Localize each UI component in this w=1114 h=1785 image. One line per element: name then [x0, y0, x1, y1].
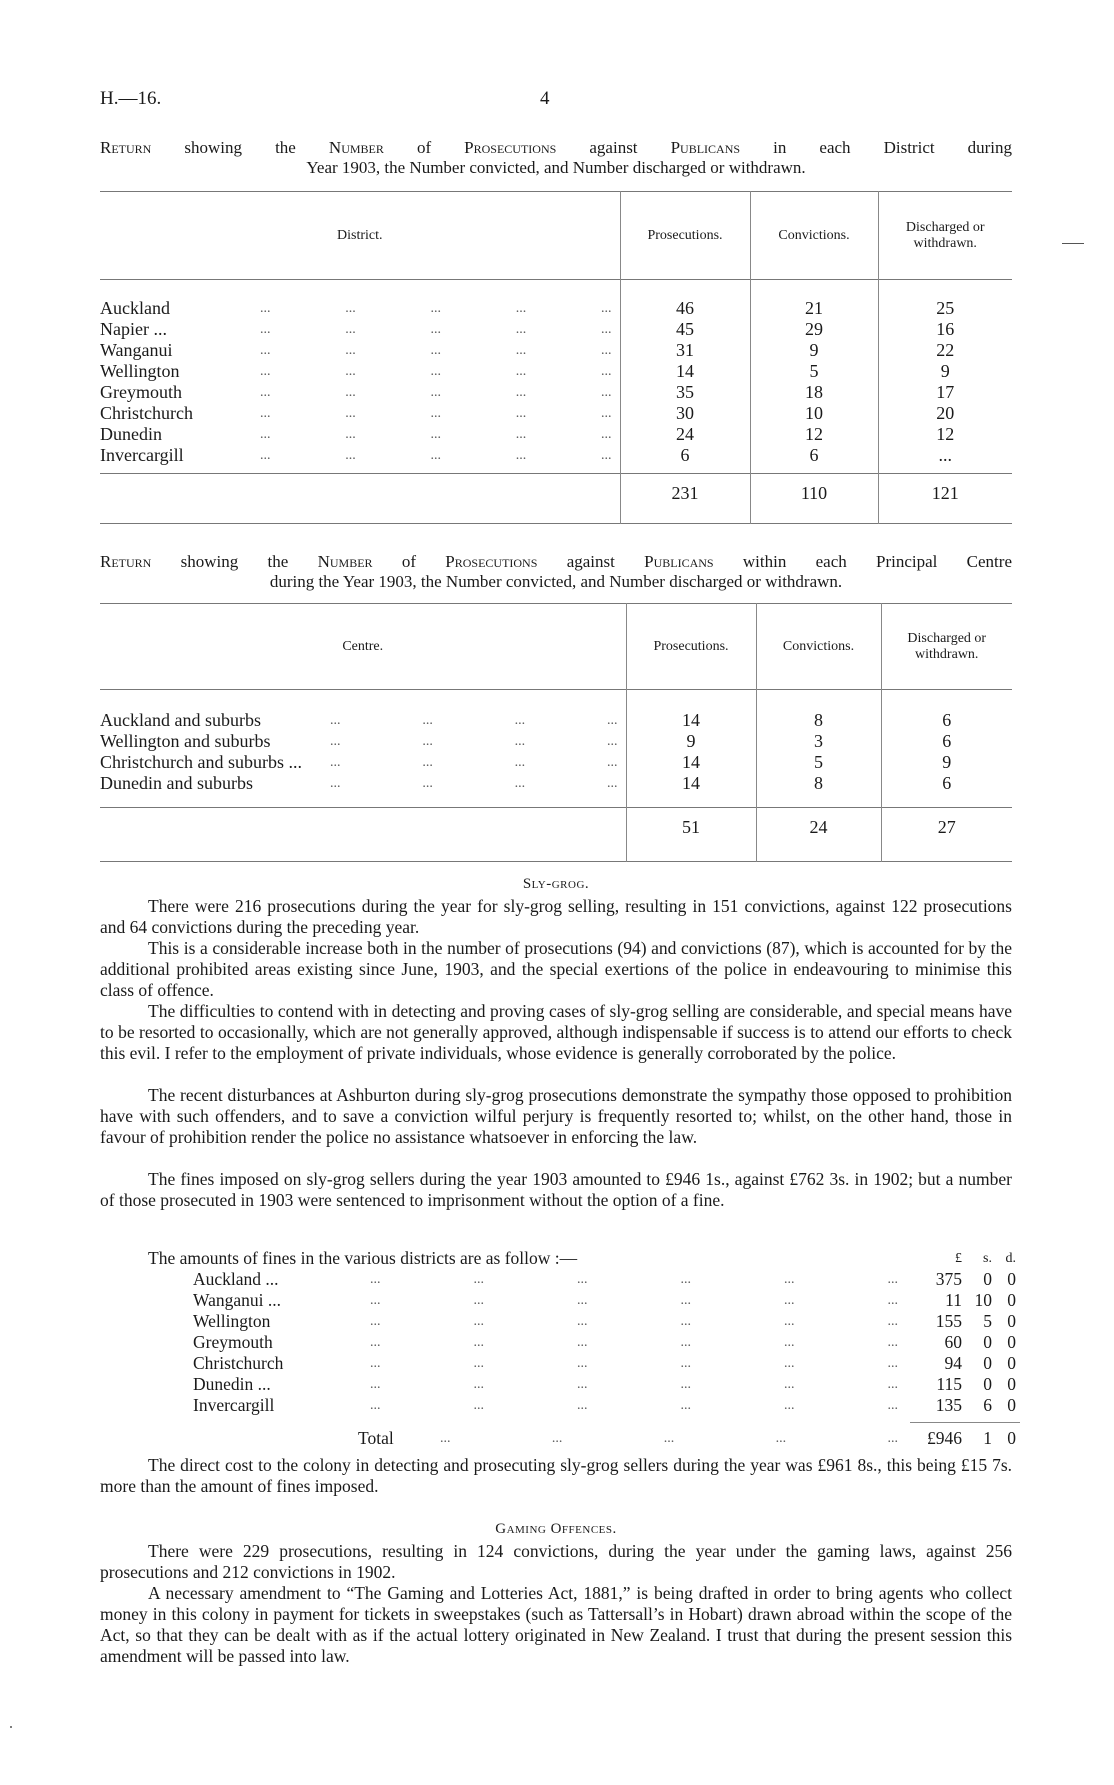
fine-district: Auckland ... [193, 1269, 279, 1289]
table-row [100, 445, 1012, 466]
fine-row [100, 1269, 1016, 1290]
leader-dots: ... ... ... ... ... ... [370, 1356, 898, 1371]
row-name: Dunedin [100, 423, 162, 444]
cell-convictions: 12 [750, 424, 878, 445]
table-row [100, 710, 1012, 731]
fine-district: Dunedin ... [193, 1374, 271, 1394]
leader-dots: ... ... ... ... ... [260, 426, 612, 442]
shillings-header: s. [983, 1251, 992, 1266]
margin-mark [1062, 243, 1084, 244]
paragraph-text: A necessary amendment to “The Gaming and Lotteries Act, 1881,” is being drafted in order to bring agents who collect money in this colony in payment for tickets in sweepstakes (such as Tattersall’s in Hobart) drawn abroad within the scope of the Act, so that they can be dealt with as if the actual lottery originated in New Zealand. I trust that during the present session this amendment will be passed into law. [100, 1583, 1012, 1666]
column-header-prosecutions: Prosecutions. [626, 604, 756, 690]
caption-word: Number [317, 552, 373, 571]
leader-dots: ... ... ... ... ... [260, 384, 612, 400]
total-convictions: 110 [750, 474, 878, 514]
row-name: Greymouth [100, 381, 182, 402]
document-reference: H.—16. [100, 88, 162, 109]
table-row [100, 340, 1012, 361]
fine-shillings: 10 [974, 1290, 992, 1310]
table-row [100, 298, 1012, 319]
fine-district: Wanganui ... [193, 1290, 282, 1310]
gaming-paragraph-1 [100, 1541, 1012, 1583]
leader-dots: ... ... ... ... ... [260, 342, 612, 358]
column-header-convictions: Convictions. [750, 192, 878, 280]
cell-prosecutions: 31 [620, 340, 750, 361]
row-name: Christchurch and suburbs ... [100, 751, 302, 772]
leader-dots: ... ... ... ... ... [260, 363, 612, 379]
row-label-cell [100, 340, 620, 361]
cell-convictions: 18 [750, 382, 878, 403]
table-header-row [100, 604, 1012, 690]
table1-caption-line1 [100, 138, 1012, 158]
row-name: Invercargill [100, 444, 184, 465]
leader-dots: ... ... ... ... ... ... [370, 1272, 898, 1287]
column-header-discharged: Discharged or withdrawn. [881, 604, 1012, 690]
caption-word: within each Principal Centre [742, 552, 1012, 571]
cell-prosecutions: 14 [626, 710, 756, 731]
leader-dots: ... ... ... ... [330, 733, 618, 749]
cell-prosecutions: 9 [626, 731, 756, 752]
pence-header: d. [1005, 1251, 1016, 1266]
column-header-convictions: Convictions. [756, 604, 881, 690]
sly-grog-heading: Sly-grog. [522, 876, 590, 892]
paragraph-text: The fines imposed on sly-grog sellers during the year 1903 amounted to £946 1s., against £762 3s. in 1902; but a number of those prosecuted in 1903 were sentenced to imprisonment without the option of a fine. [100, 1169, 1012, 1210]
total-discharged: 27 [881, 808, 1012, 848]
cell-prosecutions: 14 [626, 773, 756, 794]
fines-by-district [100, 1248, 1016, 1449]
total-convictions: 24 [756, 808, 881, 848]
cell-convictions: 5 [750, 361, 878, 382]
fine-pence: 0 [1007, 1290, 1016, 1310]
fine-pence: 0 [1007, 1353, 1016, 1373]
caption-word: Prosecutions [445, 552, 538, 571]
caption-word: Publicans [670, 138, 741, 157]
cell-prosecutions: 14 [626, 752, 756, 773]
cell-discharged: 9 [878, 361, 1012, 382]
leader-dots: ... ... ... ... ... [260, 447, 612, 463]
caption-word: of [401, 552, 416, 571]
fine-district: Greymouth [193, 1332, 273, 1352]
caption-word: of [416, 138, 432, 157]
caption-word: showing the [184, 138, 296, 157]
leader-dots: ... ... ... ... ... ... [370, 1377, 898, 1392]
leader-dots: ... ... ... ... ... [440, 1431, 898, 1446]
fine-pounds: 375 [935, 1269, 962, 1289]
cell-convictions: 8 [756, 773, 881, 794]
table2-caption [100, 552, 1012, 592]
gaming-offences-heading: Gaming Offences. [495, 1521, 617, 1537]
fine-shillings: 0 [983, 1374, 992, 1394]
page-number: 4 [540, 88, 550, 109]
sly-grog-paragraph-4 [100, 1085, 1012, 1148]
fine-pence: 0 [1007, 1332, 1016, 1352]
caption-word: against [566, 552, 615, 571]
fines-header-row [100, 1248, 1016, 1269]
cell-convictions: 6 [750, 445, 878, 466]
paragraph-text: The direct cost to the colony in detecting and prosecuting sly-grog sellers during the year was £961 8s., this being £15 7s. more than the amount of fines imposed. [100, 1455, 1012, 1496]
fine-pounds: 155 [935, 1311, 962, 1331]
totals-row [100, 808, 1012, 848]
cell-discharged: 22 [878, 340, 1012, 361]
paragraph-text: There were 229 prosecutions, resulting in 124 convictions, during the year under the gaming laws, against 256 prosecutions and 212 convictions in 1902. [100, 1541, 1012, 1582]
fine-pounds: 115 [936, 1374, 962, 1394]
cell-convictions: 9 [750, 340, 878, 361]
leader-dots: ... ... ... ... ... ... [370, 1398, 898, 1413]
fine-pence: 0 [1007, 1311, 1016, 1331]
cell-convictions: 21 [750, 298, 878, 319]
fine-pounds: 94 [944, 1353, 962, 1373]
cell-prosecutions: 35 [620, 382, 750, 403]
fine-pence: 0 [1007, 1395, 1016, 1415]
leader-dots: ... ... ... ... ... [260, 300, 612, 316]
row-name: Christchurch [100, 402, 193, 423]
row-name: Auckland [100, 297, 170, 318]
caption-word: Number [328, 138, 384, 157]
row-name: Wanganui [100, 339, 173, 360]
caption-word: showing the [180, 552, 289, 571]
column-header-district: District. [337, 227, 383, 243]
fine-pence: 0 [1007, 1269, 1016, 1289]
table2-caption-line1 [100, 552, 1012, 572]
row-name: Wellington and suburbs [100, 730, 271, 751]
column-header-discharged: Discharged or withdrawn. [878, 192, 1012, 280]
leader-dots: ... ... ... ... ... ... [370, 1335, 898, 1350]
fine-district: Christchurch [193, 1353, 284, 1373]
page-header [100, 88, 1012, 112]
leader-dots: ... ... ... ... ... ... [370, 1314, 898, 1329]
table-row [100, 319, 1012, 340]
fine-row [100, 1332, 1016, 1353]
fine-district: Invercargill [193, 1395, 275, 1415]
fine-row [100, 1290, 1016, 1311]
leader-dots: ... ... ... ... [330, 775, 618, 791]
fine-shillings: 5 [983, 1311, 992, 1331]
total-prosecutions: 231 [620, 474, 750, 514]
cell-prosecutions: 46 [620, 298, 750, 319]
row-name: Wellington [100, 360, 180, 381]
table-row [100, 382, 1012, 403]
fine-pence: 0 [1007, 1374, 1016, 1394]
fines-intro: The amounts of fines in the various districts are as follow :— [148, 1248, 578, 1268]
row-label-cell [100, 445, 620, 466]
row-label-cell [100, 424, 620, 445]
total-rule [910, 1422, 1020, 1423]
table-header-row [100, 192, 1012, 280]
cell-discharged: 16 [878, 319, 1012, 340]
sly-grog-paragraph-2 [100, 938, 1012, 1001]
leader-dots: ... ... ... ... [330, 754, 618, 770]
caption-word: in each District during [773, 138, 1013, 157]
table-row [100, 361, 1012, 382]
district-prosecutions-table [100, 191, 1012, 524]
total-pence: 0 [1007, 1428, 1016, 1448]
column-header-centre: Centre. [342, 638, 384, 654]
fine-shillings: 6 [983, 1395, 992, 1415]
caption-word: Prosecutions [464, 138, 557, 157]
fine-shillings: 0 [983, 1353, 992, 1373]
total-discharged: 121 [878, 474, 1012, 514]
fine-shillings: 0 [983, 1269, 992, 1289]
row-label-cell [100, 382, 620, 403]
cell-discharged: 20 [878, 403, 1012, 424]
row-label-cell [100, 403, 620, 424]
centre-prosecutions-table [100, 603, 1012, 862]
table-row [100, 731, 1012, 752]
caption-word: Return [100, 552, 152, 571]
row-name: Dunedin and suburbs [100, 772, 253, 793]
table-row [100, 773, 1012, 794]
row-label-cell [100, 710, 626, 731]
paragraph-text: The recent disturbances at Ashburton during sly-grog prosecutions demonstrate the sympathy those opposed to prohibition have with such offenders, and to save a conviction wilful perjury is frequently resorted to; whilst, on the other hand, those in favour of prohibition render the police no assistance whatsoever in enforcing the law. [100, 1085, 1012, 1147]
cell-convictions: 8 [756, 710, 881, 731]
fine-row [100, 1374, 1016, 1395]
fine-pounds: 60 [944, 1332, 962, 1352]
fine-shillings: 0 [983, 1332, 992, 1352]
cell-convictions: 29 [750, 319, 878, 340]
cell-convictions: 10 [750, 403, 878, 424]
paragraph-text: There were 216 prosecutions during the year for sly-grog selling, resulting in 151 convictions, against 122 prosecutions and 64 convictions during the preceding year. [100, 896, 1012, 937]
row-name: Auckland and suburbs [100, 709, 261, 730]
fine-pounds: 11 [945, 1290, 962, 1310]
pounds-header: £ [955, 1251, 962, 1266]
caption-word: against [589, 138, 638, 157]
cell-discharged: 6 [881, 773, 1012, 794]
table2-caption-line2: during the Year 1903, the Number convicted, and Number discharged or withdrawn. [269, 572, 843, 591]
cell-discharged: 17 [878, 382, 1012, 403]
table-row [100, 403, 1012, 424]
cell-prosecutions: 45 [620, 319, 750, 340]
table-row [100, 424, 1012, 445]
caption-word: Publicans [644, 552, 714, 571]
gaming-paragraph-2 [100, 1583, 1012, 1667]
sly-grog-paragraph-3 [100, 1001, 1012, 1064]
leader-dots: ... ... ... ... ... [260, 321, 612, 337]
table1-caption-line2: Year 1903, the Number convicted, and Number discharged or withdrawn. [306, 158, 806, 177]
fine-row [100, 1353, 1016, 1374]
column-header-prosecutions: Prosecutions. [620, 192, 750, 280]
cell-discharged: 6 [881, 710, 1012, 731]
sly-grog-cost-paragraph [100, 1455, 1012, 1497]
paragraph-text: The difficulties to contend with in detecting and proving cases of sly-grog selling are considerable, and special means have to be resorted to occasionally, which are not generally approved, although indispensable if success is to attend our efforts to check this evil. I refer to the employment of private individuals, whose evidence is generally corroborated by the police. [100, 1001, 1012, 1063]
sly-grog-paragraph-5 [100, 1169, 1012, 1211]
totals-row [100, 474, 1012, 514]
row-label-cell [100, 361, 620, 382]
row-name: Napier ... [100, 318, 167, 339]
leader-dots: ... ... ... ... ... ... [370, 1293, 898, 1308]
sly-grog-paragraph-1 [100, 896, 1012, 938]
fine-district: Wellington [193, 1311, 271, 1331]
fines-total-row [100, 1428, 1016, 1449]
total-shillings: 1 [983, 1428, 992, 1448]
cell-discharged: 6 [881, 731, 1012, 752]
row-label-cell [100, 752, 626, 773]
cell-prosecutions: 14 [620, 361, 750, 382]
cell-discharged: 25 [878, 298, 1012, 319]
fine-pounds: 135 [935, 1395, 962, 1415]
fine-row [100, 1395, 1016, 1416]
row-label-cell [100, 731, 626, 752]
row-label-cell [100, 298, 620, 319]
row-label-cell [100, 773, 626, 794]
total-prosecutions: 51 [626, 808, 756, 848]
table1-caption [100, 138, 1012, 178]
total-label: Total [358, 1428, 394, 1448]
total-pounds: £946 [927, 1428, 962, 1448]
cell-prosecutions: 24 [620, 424, 750, 445]
fine-row [100, 1311, 1016, 1332]
leader-dots: ... ... ... ... [330, 712, 618, 728]
cell-convictions: 3 [756, 731, 881, 752]
row-label-cell [100, 319, 620, 340]
cell-discharged: 9 [881, 752, 1012, 773]
cell-prosecutions: 30 [620, 403, 750, 424]
cell-discharged: ... [878, 445, 1012, 466]
scan-speck [10, 1726, 12, 1728]
table-row [100, 752, 1012, 773]
cell-discharged: 12 [878, 424, 1012, 445]
paragraph-text: This is a considerable increase both in the number of prosecutions (94) and convictions (87), which is accounted for by the additional prohibited areas existing since June, 1903, and the special exertions of the police in endeavouring to minimise this class of offence. [100, 938, 1012, 1000]
cell-prosecutions: 6 [620, 445, 750, 466]
cell-convictions: 5 [756, 752, 881, 773]
leader-dots: ... ... ... ... ... [260, 405, 612, 421]
caption-word: Return [100, 138, 152, 157]
